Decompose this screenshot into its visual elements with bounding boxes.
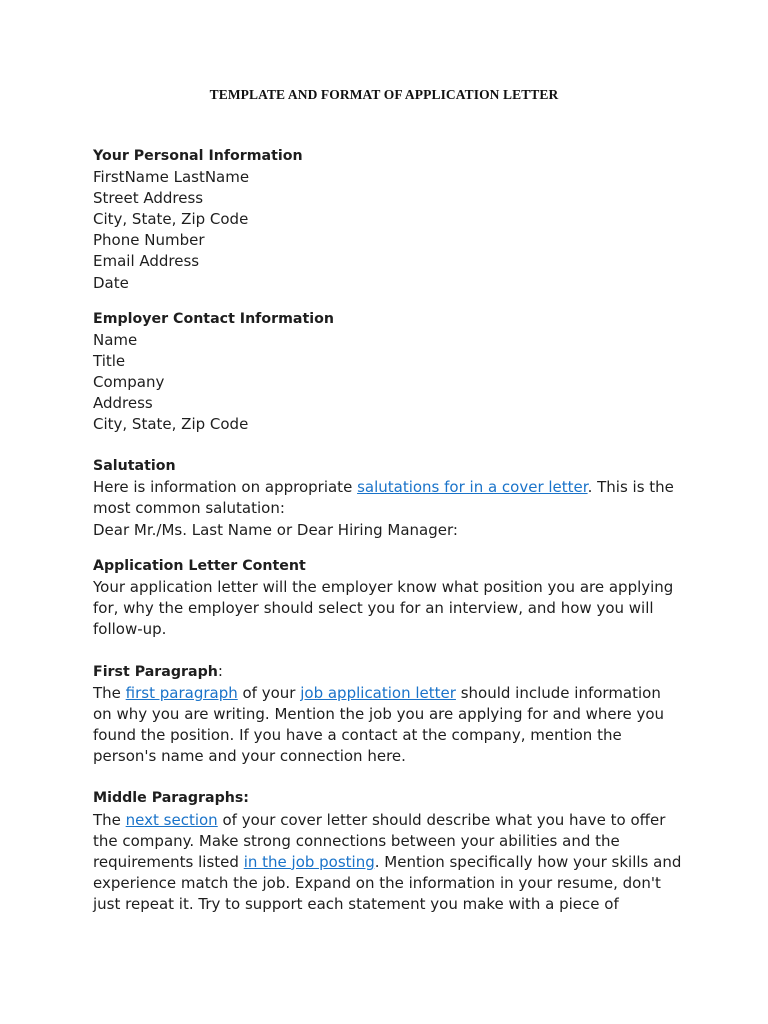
first-paragraph-text: of your bbox=[237, 684, 301, 703]
salutations-link[interactable]: salutations for in a cover letter bbox=[357, 478, 588, 497]
salutation-section bbox=[93, 456, 693, 540]
middle-paragraphs-text: The bbox=[93, 810, 126, 829]
first-paragraph-text: should include information bbox=[455, 684, 661, 703]
middle-paragraphs-line: just repeat it. Try to support each statement you make with a piece of bbox=[93, 894, 619, 913]
personal-info-section bbox=[93, 146, 693, 294]
salutation-heading: Salutation bbox=[93, 458, 176, 475]
first-paragraph-section bbox=[93, 661, 693, 767]
middle-paragraphs-line: experience match the job. Expand on the information in your resume, don't bbox=[93, 873, 661, 892]
personal-info-line: Email Address bbox=[93, 252, 200, 271]
employer-info-section bbox=[93, 309, 693, 436]
employer-info-line: Address bbox=[93, 394, 153, 413]
salutation-example: Dear Mr./Ms. Last Name or Dear Hiring Manager: bbox=[93, 520, 458, 539]
personal-info-line: FirstName LastName bbox=[93, 168, 250, 187]
employer-info-line: Title bbox=[93, 351, 126, 370]
middle-paragraphs-section bbox=[93, 788, 693, 915]
first-paragraph-line: found the position. If you have a contact at the company, mention the bbox=[93, 726, 622, 745]
document-body bbox=[93, 146, 693, 915]
middle-paragraphs-line bbox=[93, 810, 693, 831]
document-title: TEMPLATE AND FORMAT OF APPLICATION LETTER bbox=[209, 87, 559, 102]
salutation-text-line: most common salutation: bbox=[93, 499, 285, 518]
salutation-text-post: . This is the bbox=[587, 478, 674, 497]
employer-info-line: City, State, Zip Code bbox=[93, 415, 249, 434]
middle-paragraphs-heading: Middle Paragraphs: bbox=[93, 790, 249, 807]
employer-info-heading: Employer Contact Information bbox=[93, 310, 334, 327]
middle-paragraphs-text: of your cover letter should describe what you have to offer bbox=[217, 810, 666, 829]
letter-content-section bbox=[93, 556, 693, 640]
first-paragraph-heading-line bbox=[93, 661, 693, 683]
first-paragraph-line: on why you are writing. Mention the job you are applying for and where you bbox=[93, 705, 665, 724]
letter-content-line: Your application letter will the employer know what position you are applying bbox=[93, 577, 674, 596]
employer-info-line: Company bbox=[93, 372, 165, 391]
employer-info-line: Name bbox=[93, 330, 138, 349]
letter-content-line: for, why the employer should select you for an interview, and how you will bbox=[93, 598, 654, 617]
next-section-link[interactable]: next section bbox=[125, 810, 218, 829]
personal-info-line: Street Address bbox=[93, 189, 204, 208]
first-paragraph-heading-suffix: : bbox=[217, 661, 223, 680]
first-paragraph-heading: First Paragraph bbox=[93, 663, 218, 680]
middle-paragraphs-text: . Mention specifically how your skills and bbox=[374, 852, 682, 871]
first-paragraph-link[interactable]: first paragraph bbox=[125, 684, 238, 703]
first-paragraph-text: The bbox=[93, 684, 126, 703]
middle-paragraphs-line bbox=[93, 852, 693, 873]
job-application-letter-link[interactable]: job application letter bbox=[300, 684, 456, 703]
letter-content-line: follow-up. bbox=[93, 619, 167, 638]
letter-content-heading: Application Letter Content bbox=[93, 557, 306, 574]
first-paragraph-line: person's name and your connection here. bbox=[93, 747, 406, 766]
salutation-text-pre: Here is information on appropriate bbox=[93, 478, 358, 497]
middle-paragraphs-line: the company. Make strong connections between your abilities and the bbox=[93, 831, 620, 850]
personal-info-line: Phone Number bbox=[93, 231, 205, 250]
job-posting-link[interactable]: in the job posting bbox=[243, 852, 375, 871]
middle-paragraphs-text: requirements listed bbox=[93, 852, 244, 871]
personal-info-heading: Your Personal Information bbox=[93, 148, 303, 164]
personal-info-line: Date bbox=[93, 273, 129, 292]
salutation-text-line bbox=[93, 477, 693, 498]
personal-info-line: City, State, Zip Code bbox=[93, 210, 249, 229]
first-paragraph-line bbox=[93, 683, 693, 704]
